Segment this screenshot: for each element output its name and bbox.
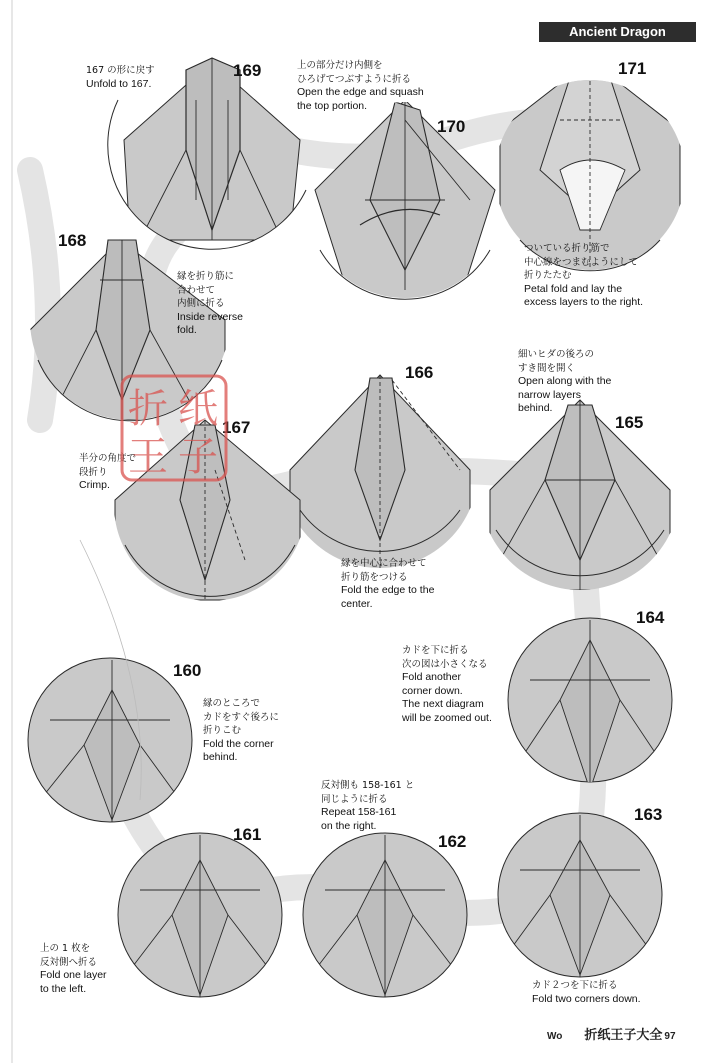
step-161-diagram [118,833,282,997]
step-number: 164 [636,608,665,627]
step-number: 168 [58,231,87,250]
step-caption: 縁のところで カドをすぐ後ろに 折りこむ Fold the corner behind. [203,698,280,763]
step-number: 162 [438,832,467,851]
step-number: 170 [437,117,466,136]
step-caption: 半分の角度で 段折り Crimp. [79,453,137,491]
step-caption: 上の 1 枚を 反対側へ折る Fold one layer to the left. [40,943,107,995]
step-number: 171 [618,59,647,78]
step-caption: 縁を中心に合わせて 折り筋をつける Fold the edge to the center. [341,558,435,610]
stamp-char: 折 [128,386,168,432]
step-160-diagram [28,658,192,822]
page-footer [547,1024,676,1043]
step-number: 169 [233,61,262,80]
step-166-diagram [290,375,470,570]
step-caption: 細いヒダの後ろの すき間を開く Open along with the narrow layers behind. [518,349,612,414]
step-caption: ついている折り筋で 中心線をつまむようにして 折りたたむ Petal fold and lay the excess layers to the right. [524,243,644,308]
step-caption: 167 の形に戻す Unfold to 167. [86,65,155,90]
step-number: 160 [173,661,202,680]
step-caption: 反対側も 158-161 と 同じように折る Repeat 158-161 on the right. [321,780,415,832]
step-number: 163 [634,805,663,824]
step-164-diagram [508,618,672,790]
watermark-text: 折纸王子大全 [584,1028,663,1043]
stamp-char: 王 [128,434,168,480]
stamp-char: 子 [178,434,218,480]
seal-stamp [118,372,230,484]
step-caption: カドを下に折る 次の図は小さくなる Fold another corner down. The next diagram will be zoomed out. [402,645,492,724]
step-caption: カド２つを下に折る Fold two corners down. [532,980,641,1005]
step-162-diagram [303,833,467,997]
page-number: 97 [664,1031,676,1042]
step-caption: 上の部分だけ内側を ひろげてつぶすように折る Open the edge and squash the top portion. [297,60,424,112]
step-number: 167 [222,418,251,437]
stamp-char: 纸 [178,386,218,432]
step-number: 166 [405,363,434,382]
step-caption: 縁を折り筋に 合わせて 内側に折る Inside reverse fold. [177,271,243,336]
step-number: 161 [233,825,262,844]
chapter-header: Ancient Dragon [539,22,696,42]
step-163-diagram [498,813,662,977]
step-number: 165 [615,413,644,432]
footer-text: Wo [547,1031,563,1042]
